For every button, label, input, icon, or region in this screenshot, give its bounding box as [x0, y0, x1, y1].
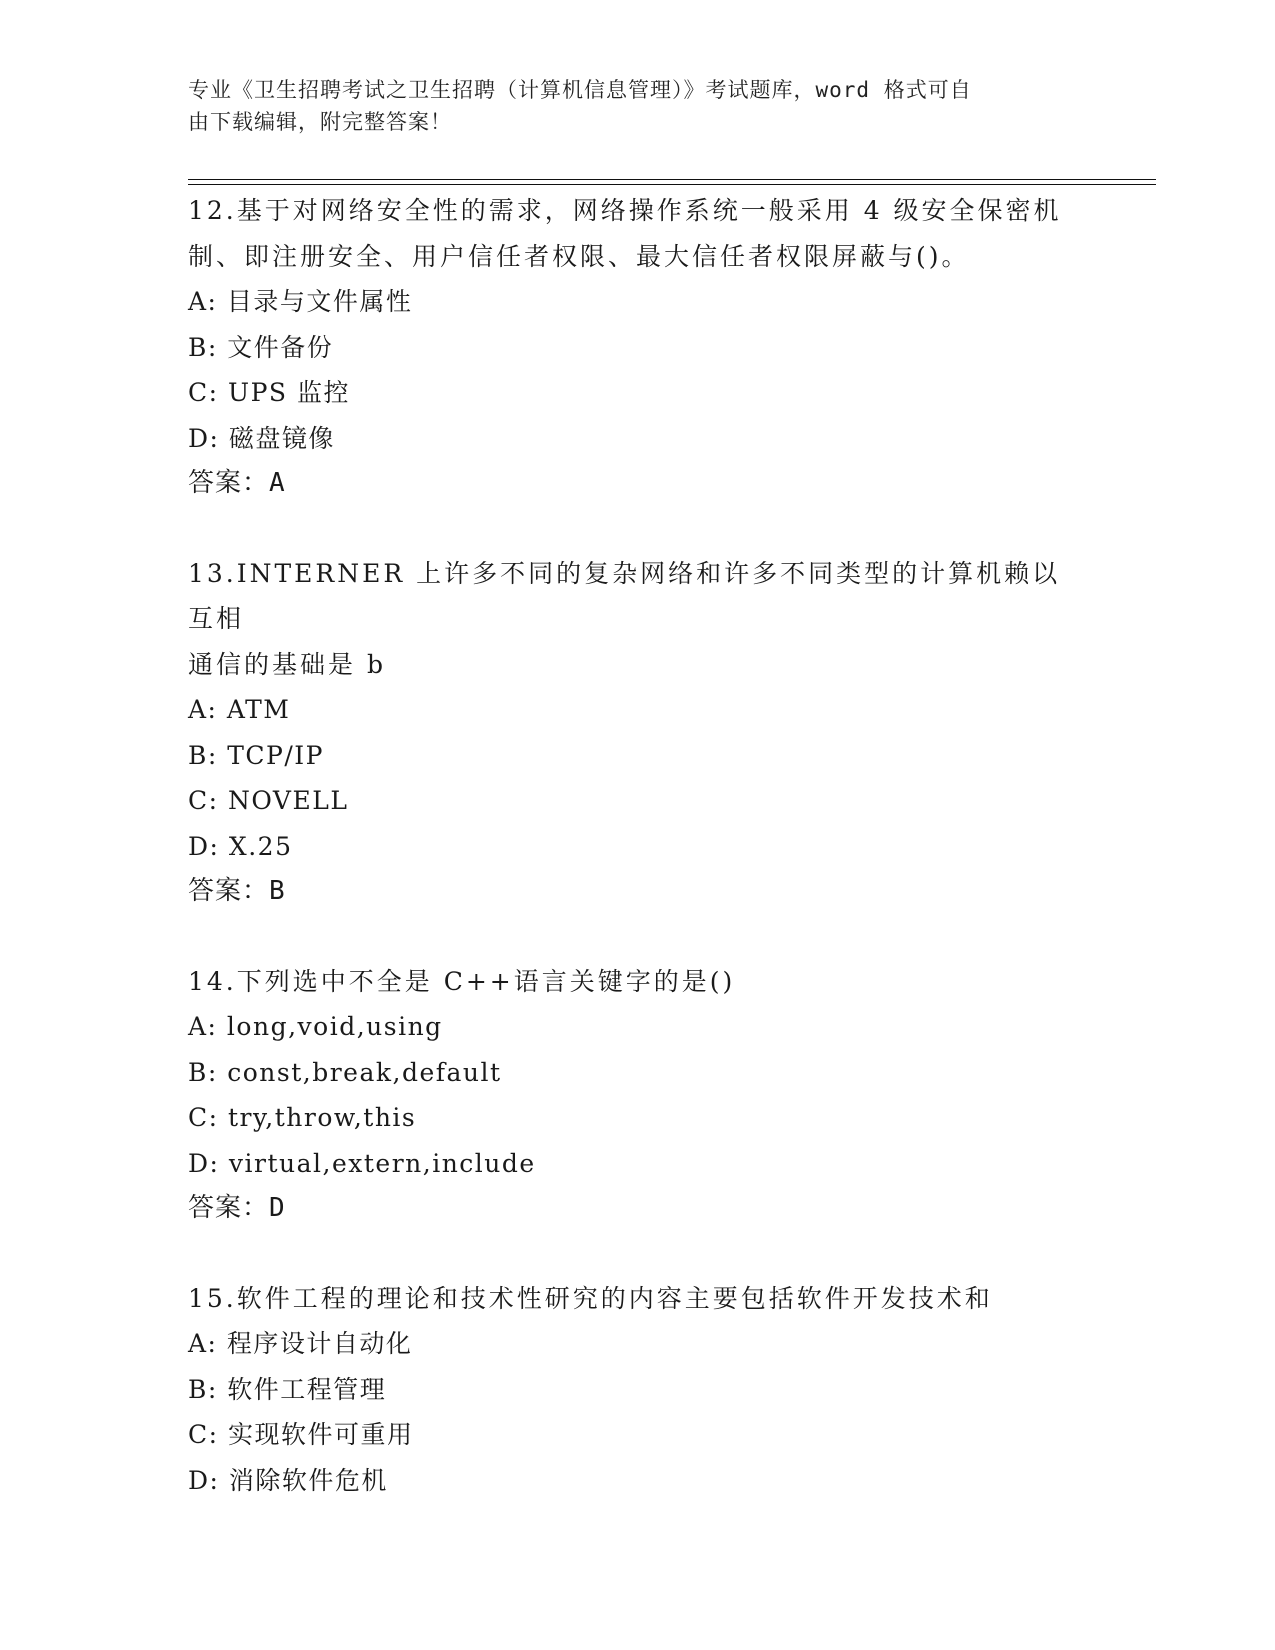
option-a: A: 目录与文件属性: [188, 287, 413, 316]
question-list: [188, 188, 1088, 1547]
option-b: B: const,break,default: [188, 1057, 502, 1087]
question-12: [188, 188, 1088, 507]
option-c: C: try,throw,this: [188, 1103, 417, 1132]
option-a: A: ATM: [188, 695, 291, 724]
question-text-line: 通信的基础是 b: [188, 649, 386, 679]
option-d: D: virtual,extern,include: [188, 1148, 536, 1178]
option-a: A: long,void,using: [188, 1012, 443, 1041]
question-13: [188, 551, 1088, 915]
question-15: [188, 1276, 1088, 1504]
question-text-line: 14.下列选中不全是 C++语言关键字的是(): [188, 966, 736, 996]
option-d: D: 磁盘镜像: [188, 423, 335, 453]
header-line-1: 专业《卫生招聘考试之卫生招聘（计算机信息管理）》考试题库，word 格式可自: [188, 78, 972, 102]
option-b: B: 文件备份: [188, 332, 334, 362]
option-d: D: X.25: [188, 831, 293, 861]
question-text-line: 15.软件工程的理论和技术性研究的内容主要包括软件开发技术和: [188, 1283, 993, 1313]
option-c: C: UPS 监控: [188, 378, 350, 407]
option-c: C: 实现软件可重用: [188, 1420, 414, 1449]
option-b: B: 软件工程管理: [188, 1374, 387, 1404]
question-14: [188, 959, 1088, 1232]
document-header: [188, 74, 1068, 138]
answer-label: 答案：D: [188, 1193, 286, 1223]
answer-label: 答案：B: [188, 876, 286, 906]
question-text-line: 13.INTERNER 上许多不同的复杂网络和许多不同类型的计算机赖以互相: [188, 558, 1061, 633]
option-c: C: NOVELL: [188, 786, 349, 815]
header-divider-bottom: [188, 184, 1156, 185]
header-line-2: 由下载编辑，附完整答案！: [188, 110, 452, 134]
question-text-line: 12.基于对网络安全性的需求，网络操作系统一般采用 4 级安全保密机: [188, 196, 1062, 225]
answer-label: 答案：A: [188, 468, 286, 498]
option-d: D: 消除软件危机: [188, 1465, 388, 1495]
option-a: A: 程序设计自动化: [188, 1329, 413, 1358]
question-text-line: 制、即注册安全、用户信任者权限、最大信任者权限屏蔽与()。: [188, 241, 970, 271]
option-b: B: TCP/IP: [188, 740, 324, 770]
header-divider-top: [188, 179, 1156, 180]
